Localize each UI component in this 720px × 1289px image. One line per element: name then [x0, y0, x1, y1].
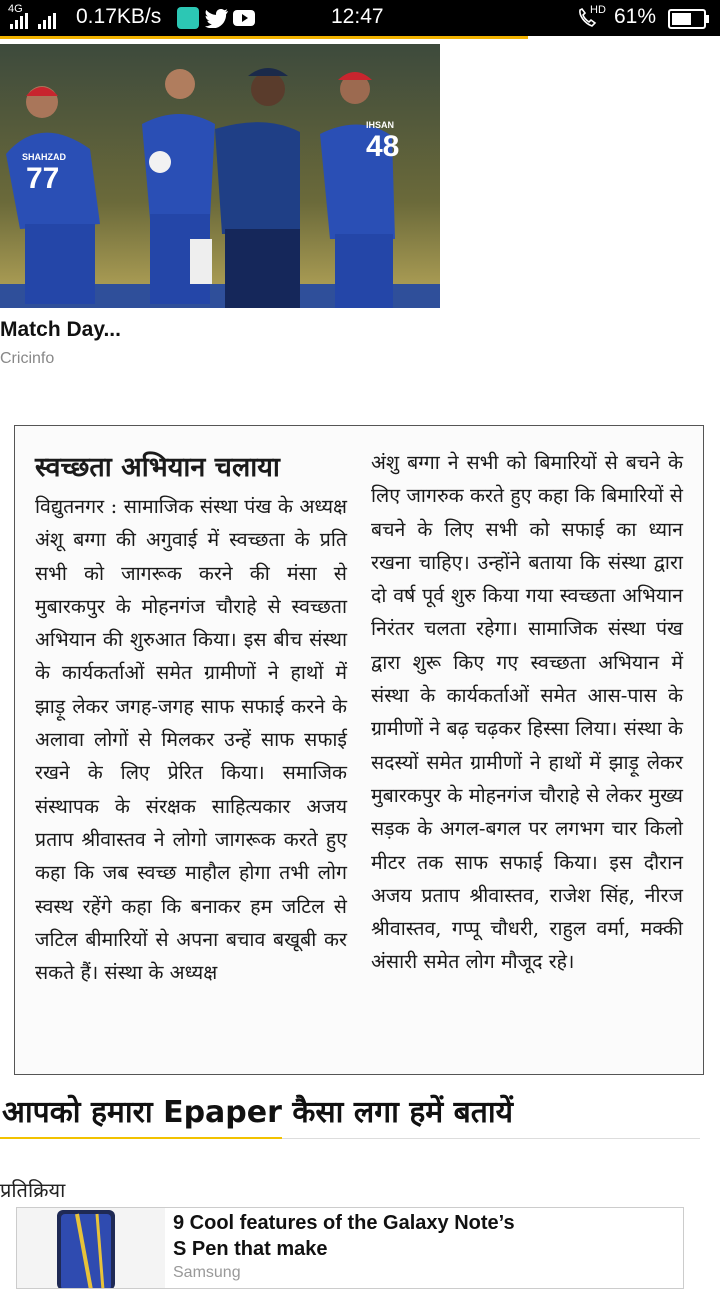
clipping-left-text: विद्युतनगर : सामाजिक संस्था पंख के अध्यक्ष अंशू बग्गा की अगुवाई में स्वच्छता के प्रति सभी को जागरूक करने की मंसा से मुबारकपुर के मोहनगंज चौराहे से स्वच्छता अभियान की शुरुआत किया। इस बीच संस्था के कार्यकर्ताओं समेत ग्रामीणों ने हाथों में झाड़ू लेकर जगह-जगह साफ सफाई करने के अलावा लोगों से मिलकर उन्हें साफ सफाई रखने के लिए प्रेरित किया। समाजिक संस्थापक के संरक्षक साहित्यकार अजय प्रताप श्रीवास्तव ने लोगो जागरूक करते हुए कहा कि जब स्वच्छ माहौल होगा तभी लोग स्वस्थ रहेंगे कहा कि बनाकर हम जटिल से जटिल बीमारियों से अपना बचाव बखूबी कर सकते हैं। संस्था के अध्यक्ष: [35, 495, 347, 985]
newspaper-clipping: [14, 425, 704, 1075]
ad-thumbnail[interactable]: [17, 1208, 165, 1288]
hd-badge: HD: [590, 4, 606, 16]
clipping-left-column: [35, 446, 347, 989]
jersey-name-2: IHSAN: [366, 120, 395, 130]
clipping-right-text: अंशु बग्गा ने सभी को बिमारियों से बचने के लिए जागरुक करते हुए कहा कि बिमारियों से बचने के लिए सभी को सफाई का ध्यान रखना चाहिए। उन्होंने बताया कि संस्था द्वारा दो वर्ष पूर्व शुरु किया गया स्वच्छता अभियान निरंतर चलता रहेगा। सामाजिक संस्था पंख द्वारा शुरू किए गए स्वच्छता अभियान में संस्था के कार्यकर्ताओं समेत आस-पास के ग्रामीणों ने बढ़ चढ़कर हिस्सा लिया। संस्था के सदस्यों समेत ग्रामीणों ने हाथों में झाड़ू लेकर मुबारकपुर के मोहनगंज चौराहे से लेकर मुख्य सड़क के अगल-बगल पर लगभग चार किलो मीटर तक साफ सफाई किया। इस दौरान अजय प्रताप श्रीवास्तव, राजेश सिंह, नीरज श्रीवास्तव, गप्पू चौधरी, राहुल वर्मा, मक्की अंसारी समेत लोग मौजूद रहे।: [371, 451, 683, 974]
battery-percent: 61%: [614, 5, 657, 28]
status-bar: [0, 0, 720, 36]
youtube-icon: [233, 9, 255, 27]
network-speed: 0.17KB/s: [76, 5, 162, 28]
feedback-label: प्रतिक्रिया: [0, 1178, 66, 1202]
jersey-number-2: 48: [366, 130, 400, 163]
ad-source: Samsung: [173, 1264, 241, 1281]
sponsored-card[interactable]: [16, 1207, 684, 1289]
battery-icon: [668, 9, 710, 29]
article-source: Cricinfo: [0, 350, 55, 367]
jersey-number-1: 77: [26, 162, 60, 195]
network-type: 4G: [8, 3, 23, 15]
clock: 12:47: [331, 5, 384, 28]
app-notification-icon: [177, 7, 199, 29]
clipping-right-column: [371, 446, 683, 979]
heading-underline: [0, 1137, 282, 1139]
signal-icon: [10, 13, 70, 29]
match-photo[interactable]: [0, 44, 440, 308]
jersey-name-1: SHAHZAD: [22, 152, 66, 162]
clipping-headline: स्वच्छता अभियान चलाया: [35, 452, 280, 483]
ad-title[interactable]: 9 Cool features of the Galaxy Note’s S Pen that make: [173, 1212, 515, 1260]
twitter-icon: [205, 9, 229, 28]
article-title[interactable]: Match Day...: [0, 318, 121, 341]
epaper-feedback-heading: आपको हमारा Epaper कैसा लगा हमें बतायें: [2, 1095, 514, 1130]
header-accent-line: [0, 36, 528, 39]
divider: [282, 1138, 700, 1139]
